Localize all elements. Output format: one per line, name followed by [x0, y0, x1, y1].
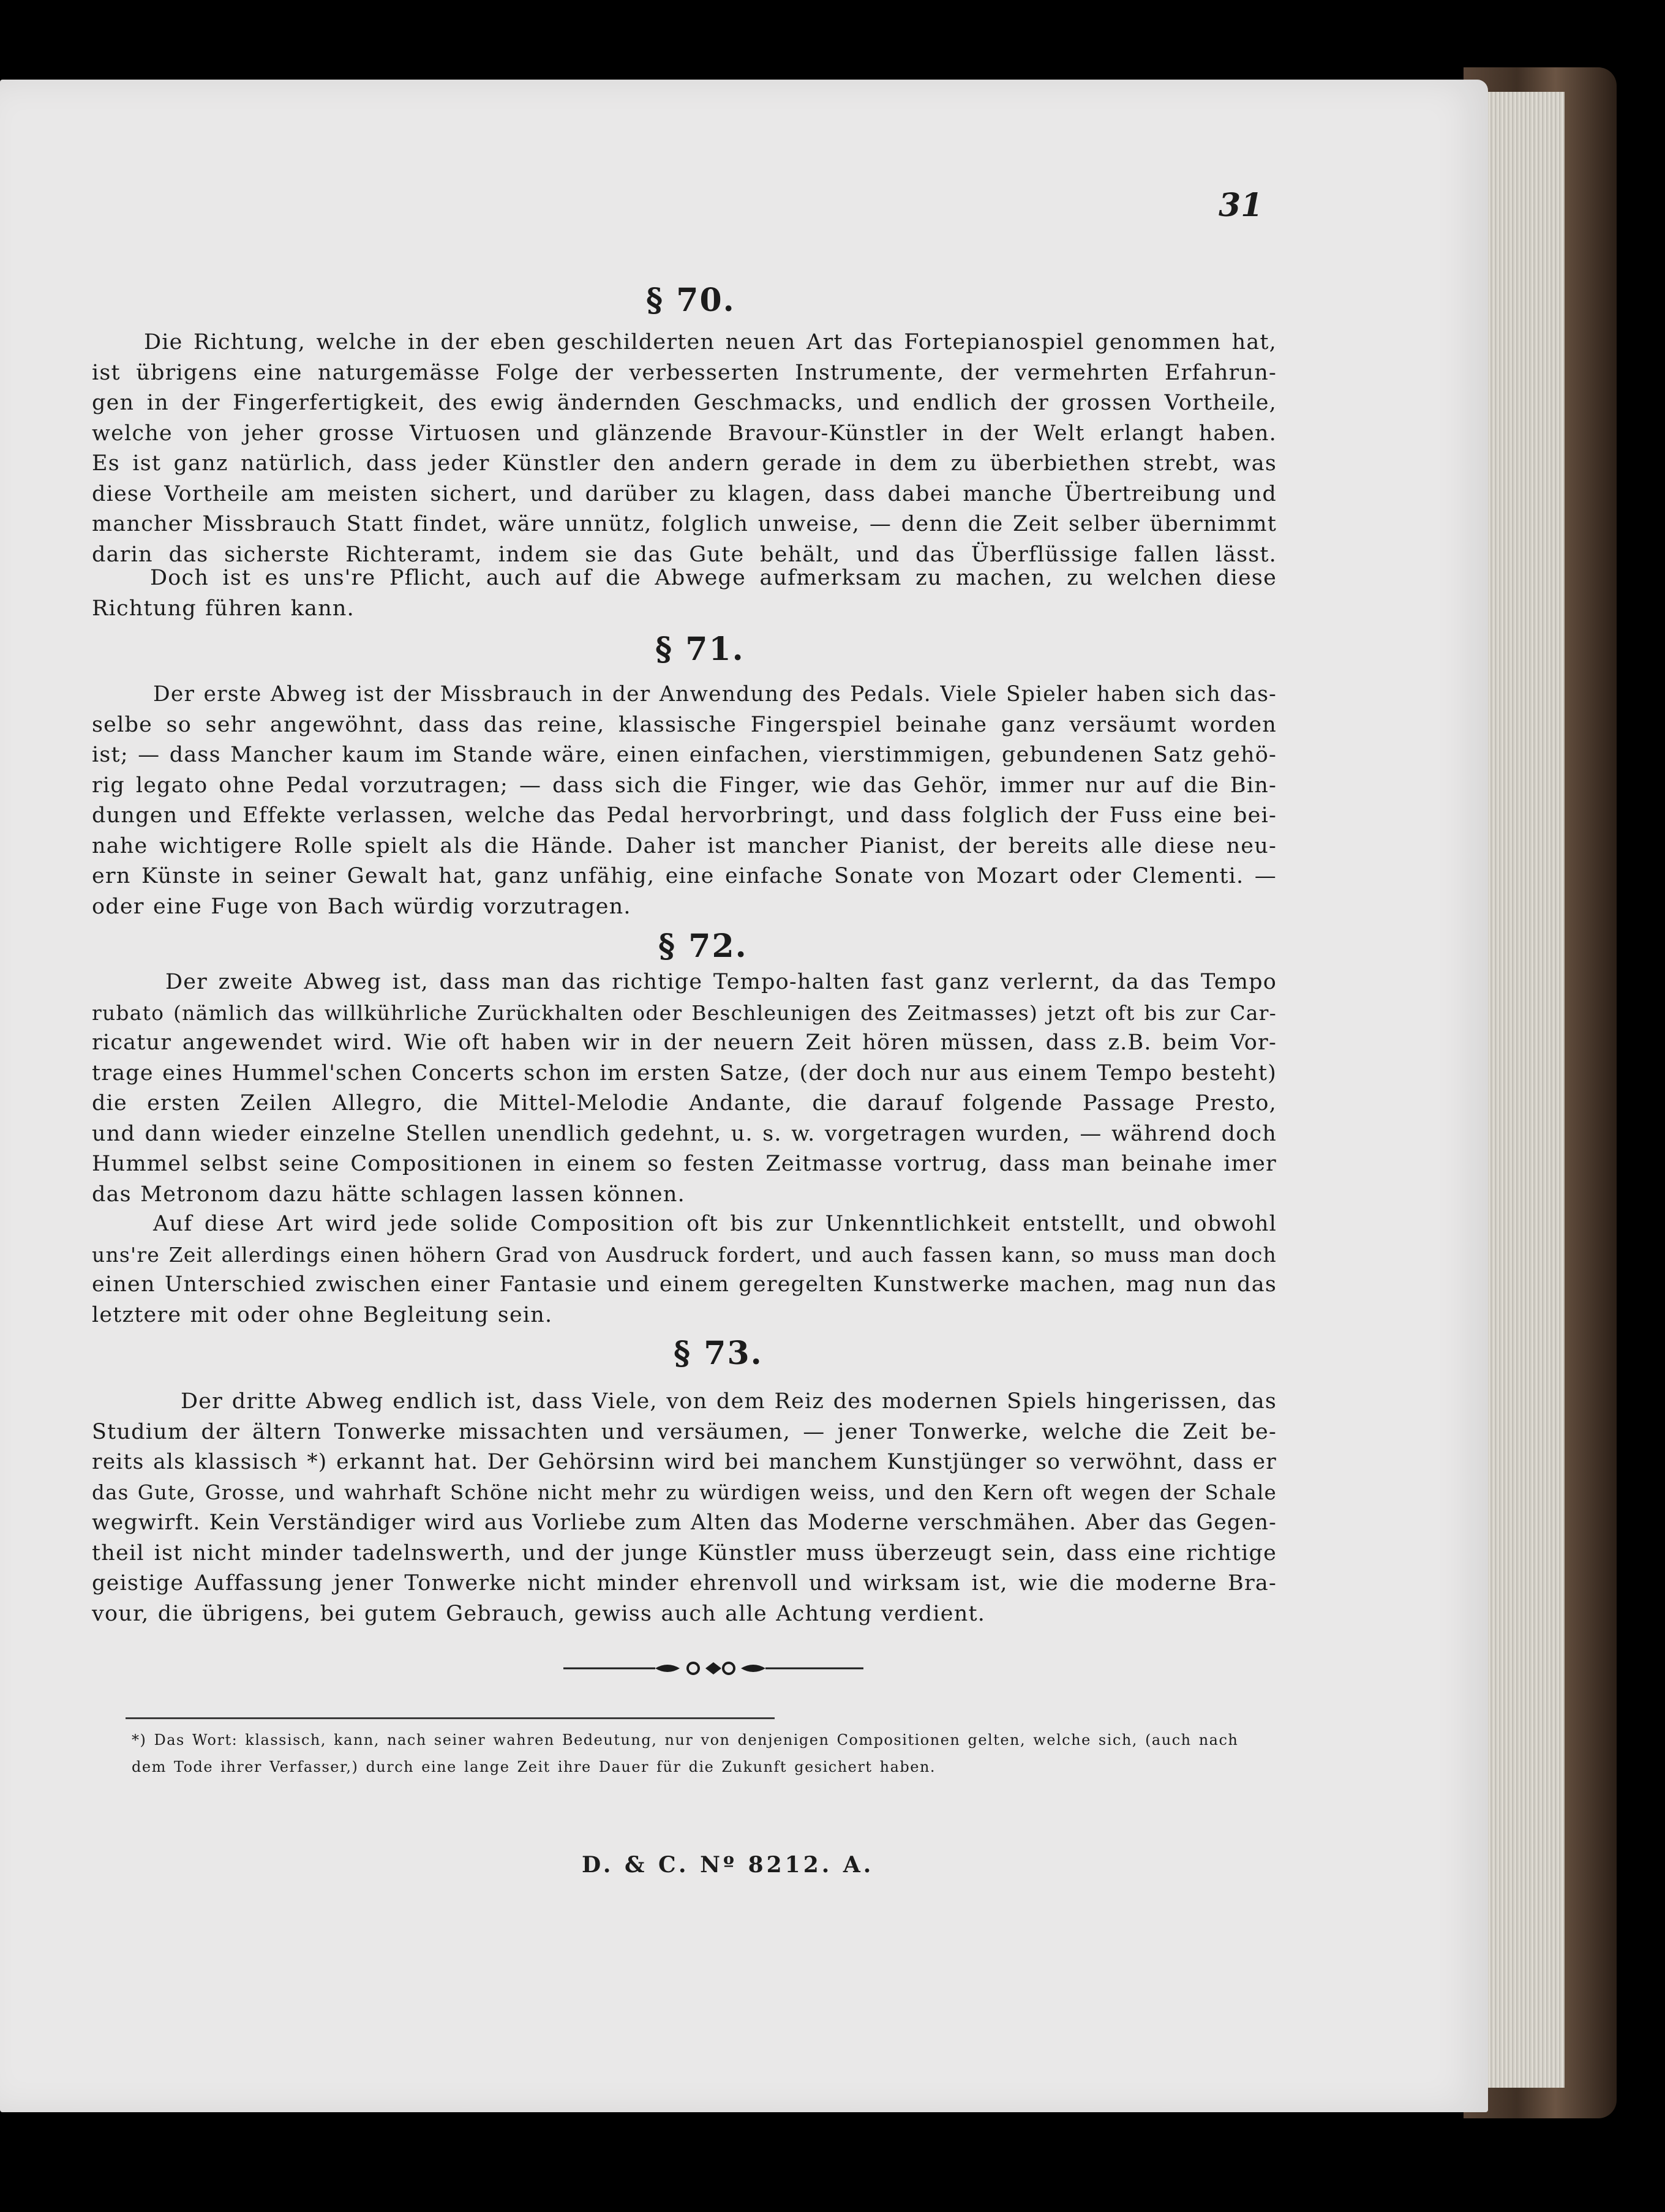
text-line: reits als klassisch *) erkannt hat. Der Gehörsinn wird bei manchem Kunstjünger so verwöhnt, dass er [92, 1450, 1277, 1474]
text-line: ricatur angewendet wird. Wie oft haben wir in der neuern Zeit hören müssen, dass z.B. beim Vor- [92, 1030, 1277, 1055]
section-heading-71: § 71. [655, 631, 745, 668]
text-line: einen Unterschied zwischen einer Fantasie und einem geregelten Kunstwerke machen, mag nun das [92, 1272, 1277, 1297]
paragraph-71-1 [92, 680, 1277, 922]
paragraph-73-1 [92, 1387, 1277, 1629]
text-line: ist übrigens eine naturgemässe Folge der verbesserten Instrumente, der vermehrten Erfahrun- [92, 360, 1277, 385]
text-line: rig legato ohne Pedal vorzutragen; — dass sich die Finger, wie das Gehör, immer nur auf die Bin- [92, 773, 1277, 798]
ornament-divider [563, 1656, 863, 1681]
text-line: ern Künste in seiner Gewalt hat, ganz unfähig, eine einfache Sonate von Mozart oder Clementi. — [92, 864, 1277, 888]
footnote-line: dem Tode ihrer Verfasser,) durch eine lange Zeit ihre Dauer für die Zukunft gesichert haben. [132, 1758, 936, 1775]
text-line: welche von jeher grosse Virtuosen und glänzende Bravour-Künstler in der Welt erlangt haben. [92, 421, 1277, 446]
text-line: Die Richtung, welche in der eben geschilderten neuen Art das Fortepianospiel genommen hat, [144, 330, 1277, 354]
text-line: letztere mit oder ohne Begleitung sein. [92, 1302, 553, 1327]
text-line: theil ist nicht minder tadelnswerth, und der junge Künstler muss überzeugt sein, dass eine richtige [92, 1540, 1277, 1565]
text-line: das Gute, Grosse, und wahrhaft Schöne nicht mehr zu würdigen weiss, und den Kern oft wegen der Schale [92, 1480, 1277, 1504]
text-line: uns're Zeit allerdings einen höhern Grad von Ausdruck fordert, und auch fassen kann, so muss man doch [92, 1242, 1277, 1267]
text-line: und dann wieder einzelne Stellen unendlich gedehnt, u. s. w. vorgetragen wurden, — während doch [92, 1121, 1277, 1146]
text-line: Richtung führen kann. [92, 596, 355, 621]
text-line: rubato (nämlich das willkührliche Zurückhalten oder Beschleunigen des Zeitmasses) jetzt oft bis zur Car- [92, 1000, 1277, 1025]
text-line: vour, die übrigens, bei gutem Gebrauch, gewiss auch alle Achtung verdient. [92, 1601, 986, 1626]
text-line: Studium der ältern Tonwerke missachten und versäumen, — jener Tonwerke, welche die Zeit be- [92, 1419, 1277, 1444]
text-line: selbe so sehr angewöhnt, dass das reine, klassische Fingerspiel beinahe ganz versäumt worden [92, 712, 1277, 737]
text-line: ist; — dass Mancher kaum im Stande wäre, einen einfachen, vierstimmigen, gebundenen Satz gehö- [92, 743, 1277, 767]
text-line: dungen und Effekte verlassen, welche das Pedal hervorbringt, und dass folglich der Fuss eine bei- [92, 803, 1277, 828]
footnote-line: *) Das Wort: klassisch, kann, nach seiner wahren Bedeutung, nur von denjenigen Compositionen gelten, welche sich, (auch nach [132, 1731, 1239, 1749]
footnote [132, 1726, 1274, 1780]
section-heading-73: § 73. [674, 1335, 763, 1372]
text-line: mancher Missbrauch Statt findet, wäre unnütz, folglich unweise, — denn die Zeit selber übernimmt [92, 512, 1277, 536]
text-line: wegwirft. Kein Verständiger wird aus Vorliebe zum Alten das Moderne verschmähen. Aber das Gegen- [92, 1510, 1277, 1535]
text-line: Der erste Abweg ist der Missbrauch in der Anwendung des Pedals. Viele Spieler haben sich das- [153, 682, 1277, 707]
text-line: gen in der Fingerfertigkeit, des ewig ändernden Geschmacks, und endlich der grossen Vortheile, [92, 391, 1277, 415]
text-line: Der dritte Abweg endlich ist, dass Viele, von dem Reiz des modernen Spiels hingerissen, das [181, 1389, 1277, 1414]
section-heading-72: § 72. [658, 928, 748, 965]
text-line: trage eines Hummel'schen Concerts schon im ersten Satze, (der doch nur aus einem Tempo besteht) [92, 1060, 1277, 1085]
text-line: das Metronom dazu hätte schlagen lassen können. [92, 1182, 685, 1207]
paragraph-72-2 [92, 1209, 1277, 1330]
page-number: 31 [1219, 187, 1263, 224]
section-heading-70: § 70. [646, 282, 735, 319]
paragraph-70-1 [92, 328, 1277, 570]
paragraph-72-1 [92, 967, 1277, 1210]
plate-number: D. & C. Nº 8212. A. [582, 1852, 874, 1878]
text-line: Hummel selbst seine Compositionen in einem so festen Zeitmasse vortrug, dass man beinahe imer [92, 1152, 1277, 1176]
text-line: Auf diese Art wird jede solide Composition oft bis zur Unkenntlichkeit entstellt, und obwohl [153, 1212, 1277, 1236]
text-line: diese Vortheile am meisten sichert, und darüber zu klagen, dass dabei manche Übertreibung und [92, 481, 1277, 506]
text-line: die ersten Zeilen Allegro, die Mittel-Melodie Andante, die darauf folgende Passage Presto, [92, 1091, 1277, 1115]
paragraph-70-2 [92, 563, 1277, 624]
text-line: Der zweite Abweg ist, dass man das richtige Tempo-halten fast ganz verlernt, da das Tempo [165, 970, 1277, 994]
text-line: Es ist ganz natürlich, dass jeder Künstler den andern gerade in dem zu überbiethen strebt, was [92, 451, 1277, 476]
text-line: geistige Auffassung jener Tonwerke nicht minder ehrenvoll und wirksam ist, wie die moderne Bra- [92, 1571, 1277, 1595]
text-line: darin das sicherste Richteramt, indem sie das Gute behält, und das Überflüssige fallen lässt. [92, 542, 1277, 567]
text-line: Doch ist es uns're Pflicht, auch auf die Abwege aufmerksam zu machen, zu welchen diese [150, 566, 1277, 590]
text-line: nahe wichtigere Rolle spielt als die Hände. Daher ist mancher Pianist, der bereits alle diese neu- [92, 833, 1277, 858]
text-line: oder eine Fuge von Bach würdig vorzutragen. [92, 894, 631, 919]
footnote-rule [126, 1717, 775, 1719]
